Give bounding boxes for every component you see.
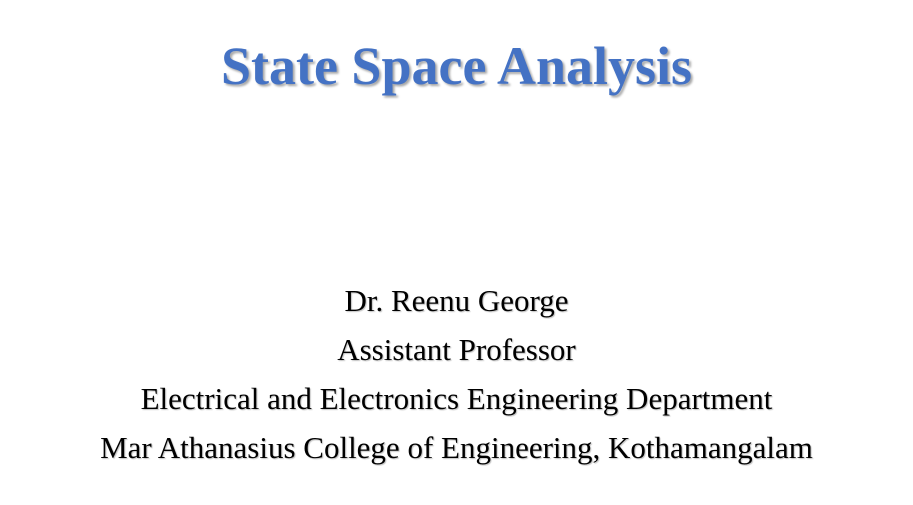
- author-institution: Mar Athanasius College of Engineering, Kothamangalam: [100, 430, 813, 465]
- author-name: Dr. Reenu George: [344, 283, 569, 318]
- slide-title: State Space Analysis: [220, 36, 693, 96]
- author-block: [0, 276, 913, 472]
- author-department: Electrical and Electronics Engineering Department: [140, 381, 773, 416]
- author-position: Assistant Professor: [337, 332, 576, 367]
